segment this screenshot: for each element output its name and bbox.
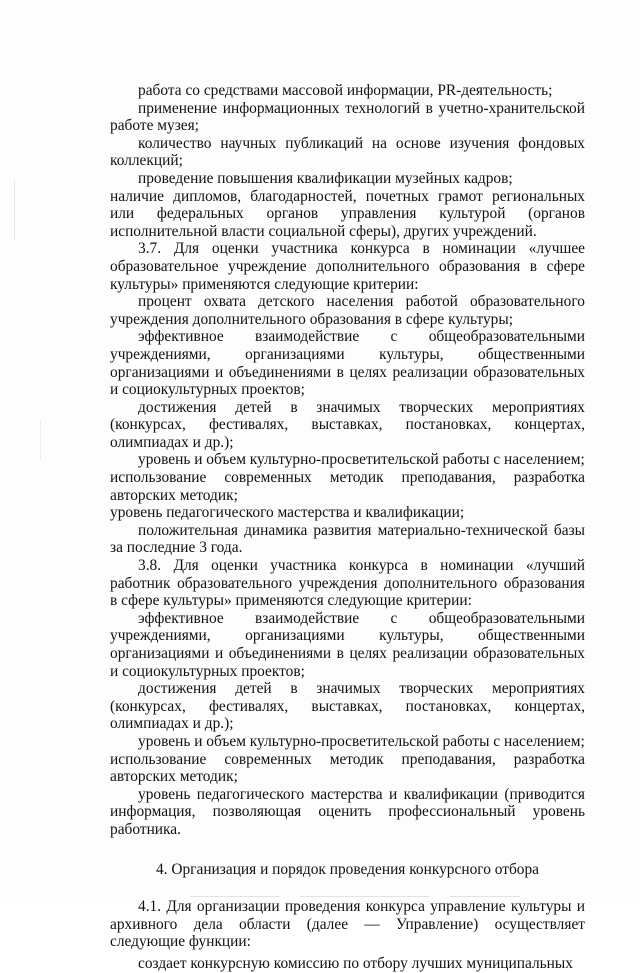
- paragraph: достижения детей в значимых творческих мероприятиях (конкурсах, фестивалях, выставках, постановках, концертах, олимпиадах и др.);: [110, 398, 585, 451]
- paragraph: использование современных методик преподавания, разработка авторских методик;: [110, 750, 585, 786]
- paragraph: проведение повышения квалификации музейных кадров;: [138, 169, 513, 187]
- paragraph: положительная динамика развития материально-технической базы за последние 3 года.: [110, 521, 585, 557]
- paragraph-4-1: 4.1. Для организации проведения конкурса управление культуры и архивного дела области (далее — Управление) осуществляет следующие функции:: [110, 898, 585, 951]
- scan-artifact: [190, 896, 280, 897]
- paragraph: уровень педагогического мастерства и квалификации;: [110, 504, 465, 522]
- paragraph: использование современных методик преподавания, разработка авторских методик;: [110, 469, 585, 504]
- section-heading: 4. Организация и порядок проведения конкурсного отбора: [155, 860, 540, 878]
- paragraph: применение информационных технологий в учетно-хранительской работе музея;: [110, 99, 585, 135]
- paragraph: создает конкурсную комиссию по отбору лучших муниципальных: [138, 954, 573, 972]
- paragraph: уровень и объем культурно-просветительской работы с населением;: [138, 451, 585, 469]
- scan-artifact: [450, 896, 520, 897]
- paragraph: работа со средствами массовой информации, PR-деятельность;: [138, 82, 553, 99]
- document-body: [110, 82, 585, 973]
- scan-artifact: [40, 420, 41, 460]
- paragraph: эффективное взаимодействие с общеобразовательными учреждениями, организациями культуры, общественными организациями и объединениями в целях реализации образовательных и социокультурных проектов;: [110, 609, 585, 680]
- paragraph: уровень педагогического мастерства и квалификации (приводится информация, позволяющая оценить профессиональный уровень работника.: [110, 785, 585, 838]
- scan-artifact: [14, 180, 15, 240]
- paragraph: эффективное взаимодействие с общеобразовательными учреждениями, организациями культуры, общественными организациями и объединениями в целях реализации образовательных и социокультурных проектов;: [110, 328, 585, 399]
- paragraph: уровень и объем культурно-просветительской работы с населением;: [138, 732, 585, 750]
- paragraph: достижения детей в значимых творческих мероприятиях (конкурсах, фестивалях, выставках, постановках, концертах, олимпиадах и др.);: [110, 680, 585, 733]
- paragraph-3-8: 3.8. Для оценки участника конкурса в номинации «лучший работник образовательного учреждения дополнительного образования в сфере культуры» применяются следующие критерии:: [110, 557, 585, 610]
- paragraph: количество научных публикаций на основе изучения фондовых коллекций;: [110, 134, 585, 170]
- scan-artifact: [300, 896, 430, 897]
- paragraph: процент охвата детского населения работой образовательного учреждения дополнительного образования в сфере культуры;: [110, 293, 585, 328]
- paragraph: наличие дипломов, благодарностей, почетных грамот региональных или федеральных органов управления культурой (органов исполнительной власти социальной сферы), других учреждений.: [110, 187, 585, 240]
- paragraph-3-7: 3.7. Для оценки участника конкурса в номинации «лучшее образовательное учреждение дополнительного образования в сфере культуры» применяются следующие критерии:: [110, 240, 585, 293]
